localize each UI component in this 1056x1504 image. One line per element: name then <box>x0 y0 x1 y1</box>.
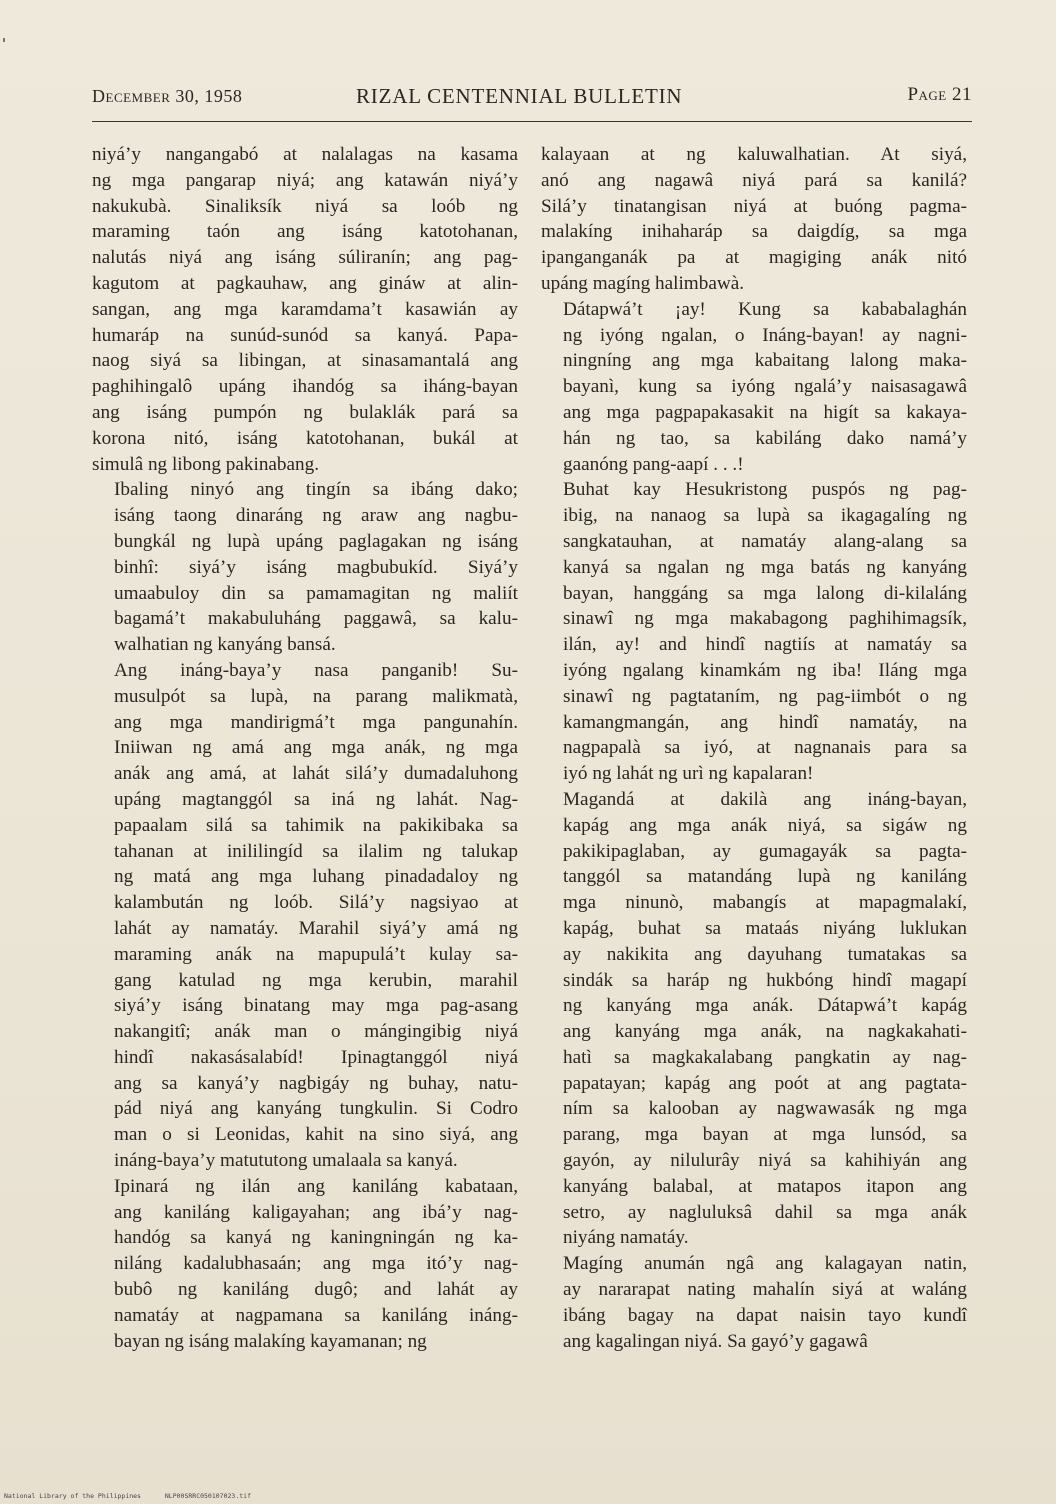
text-line: ibig, na nanaog sa lupà sa ikagagalíng ng <box>563 505 967 527</box>
header-date: December 30, 1958 <box>92 86 243 106</box>
text-line: hán ng tao, sa kabiláng dako namá’y <box>563 427 967 449</box>
text-line: iyó ng lahát ng urì ng kapalaran! <box>563 763 814 785</box>
text-line: setro, ay nagluluksâ dahil sa mga anák <box>563 1201 967 1223</box>
paragraph <box>92 1174 518 1355</box>
text-line: gaanóng pang-aapí . . .! <box>563 453 744 475</box>
paragraph <box>541 477 967 787</box>
text-line: ng matá ang mga luhang pinadadaloy ng <box>114 866 518 888</box>
text-line: naog siyá sa libingan, at sinasamantalá ang <box>92 350 518 372</box>
header-title: RIZAL CENTENNIAL BULLETIN <box>356 84 683 108</box>
text-line: ningníng ang mga kabaitang lalong maka- <box>563 350 967 372</box>
text-line: tanggól sa matandáng lupà ng kaniláng <box>563 866 967 888</box>
scan-mark <box>3 38 5 42</box>
paragraph <box>92 142 518 477</box>
text-line: handóg sa kanyá ng kaningningán ng ka- <box>114 1227 518 1249</box>
text-line: ang mga pagpapakasakit na higít sa kakaya- <box>563 401 967 423</box>
text-line: gang katulad ng mga kerubin, marahil <box>114 969 518 991</box>
text-line: sangan, ang mga karamdama’t kasawián ay <box>92 298 518 320</box>
text-line: Buhat kay Hesukristong puspós ng pag- <box>563 479 967 501</box>
paragraph <box>541 142 967 297</box>
text-line: namatáy at nagpamana sa kaniláng ináng- <box>114 1304 518 1326</box>
text-line: pád niyá ang kanyáng tungkulin. Si Codro <box>114 1098 518 1120</box>
text-line: ang mga mandirigmá’t mga pangunahín. <box>114 711 518 733</box>
text-line: niláng kadalubhasaán; ang mga itó’y nag- <box>114 1253 518 1275</box>
text-line: bungkál ng lupà upáng paglagakan ng isáng <box>114 530 518 552</box>
header-page-number: Page 21 <box>907 84 972 105</box>
text-line: isáng taong dinaráng ng araw ang nagbu- <box>114 505 518 527</box>
text-line: malakíng inihaharáp sa daigdíg, sa mga <box>541 221 967 243</box>
text-line: hatì sa magkakalabang pangkatin ay nag- <box>563 1046 967 1068</box>
text-line: anó ang nagawâ niyá pará sa kanilá? <box>541 169 967 191</box>
header-rule <box>92 121 972 122</box>
text-line: kanyáng balabal, at matapos itapon ang <box>563 1175 967 1197</box>
text-line: binhî: siyá’y isáng magbubukíd. Siyá’y <box>114 556 518 578</box>
text-line: Ipinará ng ilán ang kaniláng kabataan, <box>114 1175 518 1197</box>
text-line: musulpót sa lupà, na parang malikmatà, <box>114 685 518 707</box>
text-line: Magíng anumán ngâ ang kalagayan natin, <box>563 1253 967 1275</box>
text-line: anák ang amá, at lahát silá’y dumadaluhong <box>114 763 518 785</box>
text-line: maraming taón ang isáng katotohanan, <box>92 221 518 243</box>
text-line: ay nararapat nating mahalín siyá at waláng <box>563 1279 967 1301</box>
paragraph <box>541 297 967 478</box>
footer-file: NLP00SRRC050107023.tif <box>164 1492 251 1500</box>
text-line: kagutom at pagkauhaw, ang gináw at alin- <box>92 272 518 294</box>
page-header <box>92 84 972 114</box>
paragraph <box>541 1251 967 1354</box>
text-line: ilán, ay! and hindî nagtiís at namatáy sa <box>563 634 967 656</box>
text-line: Iniiwan ng amá ang mga anák, ng mga <box>114 737 518 759</box>
text-line: hindî nakasásalabíd! Ipinagtanggól niyá <box>114 1046 518 1068</box>
text-line: nagpapalà sa iyó, at nagnanais para sa <box>563 737 967 759</box>
text-line: simulâ ng libong pakinabang. <box>92 453 320 475</box>
text-line: niyá’y nangangabó at nalalagas na kasama <box>92 144 518 165</box>
text-line: sindák sa haráp ng hukbóng hindî magapí <box>563 969 967 991</box>
text-line: bayanì, kung sa iyóng ngalá’y naisasagawâ <box>563 376 967 398</box>
text-line: Ibaling ninyó ang tingín sa ibáng dako; <box>114 479 518 501</box>
text-line: nakangitî; anák man o mángingibig niyá <box>114 1021 518 1043</box>
text-line: mga ninunò, mabangís at mapagmalakí, <box>563 892 967 914</box>
right-column <box>541 142 967 1354</box>
text-line: papaalam silá sa tahimik na pakikibaka sa <box>114 814 518 836</box>
text-line: parang, mga bayan at mga lunsód, sa <box>563 1124 967 1146</box>
text-line: kalambután ng loób. Silá’y nagsiyao at <box>114 892 518 914</box>
paragraph <box>92 477 518 658</box>
text-line: sinawî ng pagtataním, ng pag-iimbót o ng <box>563 685 967 707</box>
text-line: ang kanyáng mga anák, na nagkakahati- <box>563 1021 967 1043</box>
text-line: ng iyóng ngalan, o Ináng-bayan! ay nagni- <box>563 324 967 346</box>
text-line: korona nitó, isáng katotohanan, bukál at <box>92 427 518 449</box>
text-line: walhatian ng kanyáng bansá. <box>114 634 336 656</box>
text-line: Magandá at dakilà ang ináng-bayan, <box>563 788 967 810</box>
footer-library: National Library of the Philippines <box>4 1492 141 1500</box>
text-line: ním sa kalooban ay nagwawasák ng mga <box>563 1098 967 1120</box>
text-line: bayan, hanggáng sa mga lalong di-kilaláng <box>563 582 967 604</box>
text-line: ipanganganák pa at magiging anák nitó <box>541 247 967 269</box>
text-line: paghihingalô upáng ihandóg sa iháng-bayan <box>92 376 518 398</box>
text-line: Ang ináng-baya’y nasa panganib! Su- <box>114 659 518 681</box>
paragraph <box>541 787 967 1251</box>
text-line: nalutás niyá ang isáng súliranín; ang pag- <box>92 247 518 269</box>
text-line: niyáng namatáy. <box>563 1227 689 1249</box>
text-line: ang kagalingan niyá. Sa gayó’y gagawâ <box>563 1330 868 1352</box>
text-line: man o si Leonidas, kahit na sino siyá, ang <box>114 1124 518 1146</box>
text-line: ng kanyáng mga anák. Dátapwá’t kapág <box>563 995 967 1017</box>
text-line: pakikipaglaban, ay gumagayák sa pagta- <box>563 840 967 862</box>
text-line: maraming anák na mapupulá’t kulay sa- <box>114 943 518 965</box>
text-line: bayan ng isáng malakíng kayamanan; ng <box>114 1330 427 1352</box>
text-line: Silá’y tinatangisan niyá at buóng pagma- <box>541 195 967 217</box>
text-line: sinawî ng mga makabagong paghihimagsík, <box>563 608 967 630</box>
text-line: bagamá’t makabuluháng paggawâ, sa kalu- <box>114 608 518 630</box>
text-line: upáng magtanggól sa iná ng lahát. Nag- <box>114 788 518 810</box>
text-line: ang isáng pumpón ng bulaklák pará sa <box>92 401 518 423</box>
text-line: humaráp na sunúd-sunód sa kanyá. Papa- <box>92 324 518 346</box>
text-line: upáng magíng halimbawà. <box>541 272 745 294</box>
paragraph <box>92 658 518 1174</box>
text-line: ang sa kanyá’y nagbigáy ng buhay, natu- <box>114 1072 518 1094</box>
text-line: sangkatauhan, at namatáy alang-alang sa <box>563 530 967 552</box>
text-line: lahát ay namatáy. Marahil siyá’y amá ng <box>114 917 518 939</box>
text-line: papatayan; kapág ang poót at ang pagtata- <box>563 1072 967 1094</box>
text-line: ináng-baya’y matututong umalaala sa kanyá. <box>114 1150 458 1172</box>
text-line: kanyá sa ngalan ng mga batás ng kanyáng <box>563 556 967 578</box>
text-line: kamangmangán, ang hindî namatáy, na <box>563 711 967 733</box>
text-line: gayón, ay nilulurây niyá sa kahihiyán ang <box>563 1150 967 1172</box>
text-line: kapág ang mga anák niyá, sa sigáw ng <box>563 814 967 836</box>
text-line: bubô ng kaniláng dugô; and lahát ay <box>114 1279 518 1301</box>
text-line: tahanan at inililingíd sa ilalim ng talukap <box>114 840 518 862</box>
text-line: iyóng ngalang kinamkám ng iba! Iláng mga <box>563 659 967 681</box>
left-column <box>92 142 518 1354</box>
scan-footer <box>4 1492 271 1500</box>
text-line: ibáng bagay na dapat naisin tayo kundî <box>563 1304 967 1326</box>
text-line: nakukubà. Sinaliksík niyá sa loób ng <box>92 195 518 217</box>
text-line: ng mga pangarap niyá; ang katawán niyá’y <box>92 169 518 191</box>
text-line: umaabuloy din sa pamamagitan ng maliít <box>114 582 518 604</box>
text-line: kalayaan at ng kaluwalhatian. At siyá, <box>541 144 967 165</box>
text-line: ang kaniláng kaligayahan; ang ibá’y nag- <box>114 1201 518 1223</box>
text-line: ay nakikita ang dayuhang tumatakas sa <box>563 943 967 965</box>
text-line: siyá’y isáng binatang may mga pag-asang <box>114 995 518 1017</box>
text-line: kapág, buhat sa mataás niyáng luklukan <box>563 917 967 939</box>
text-line: Dátapwá’t ¡ay! Kung sa kababalaghán <box>563 298 967 320</box>
